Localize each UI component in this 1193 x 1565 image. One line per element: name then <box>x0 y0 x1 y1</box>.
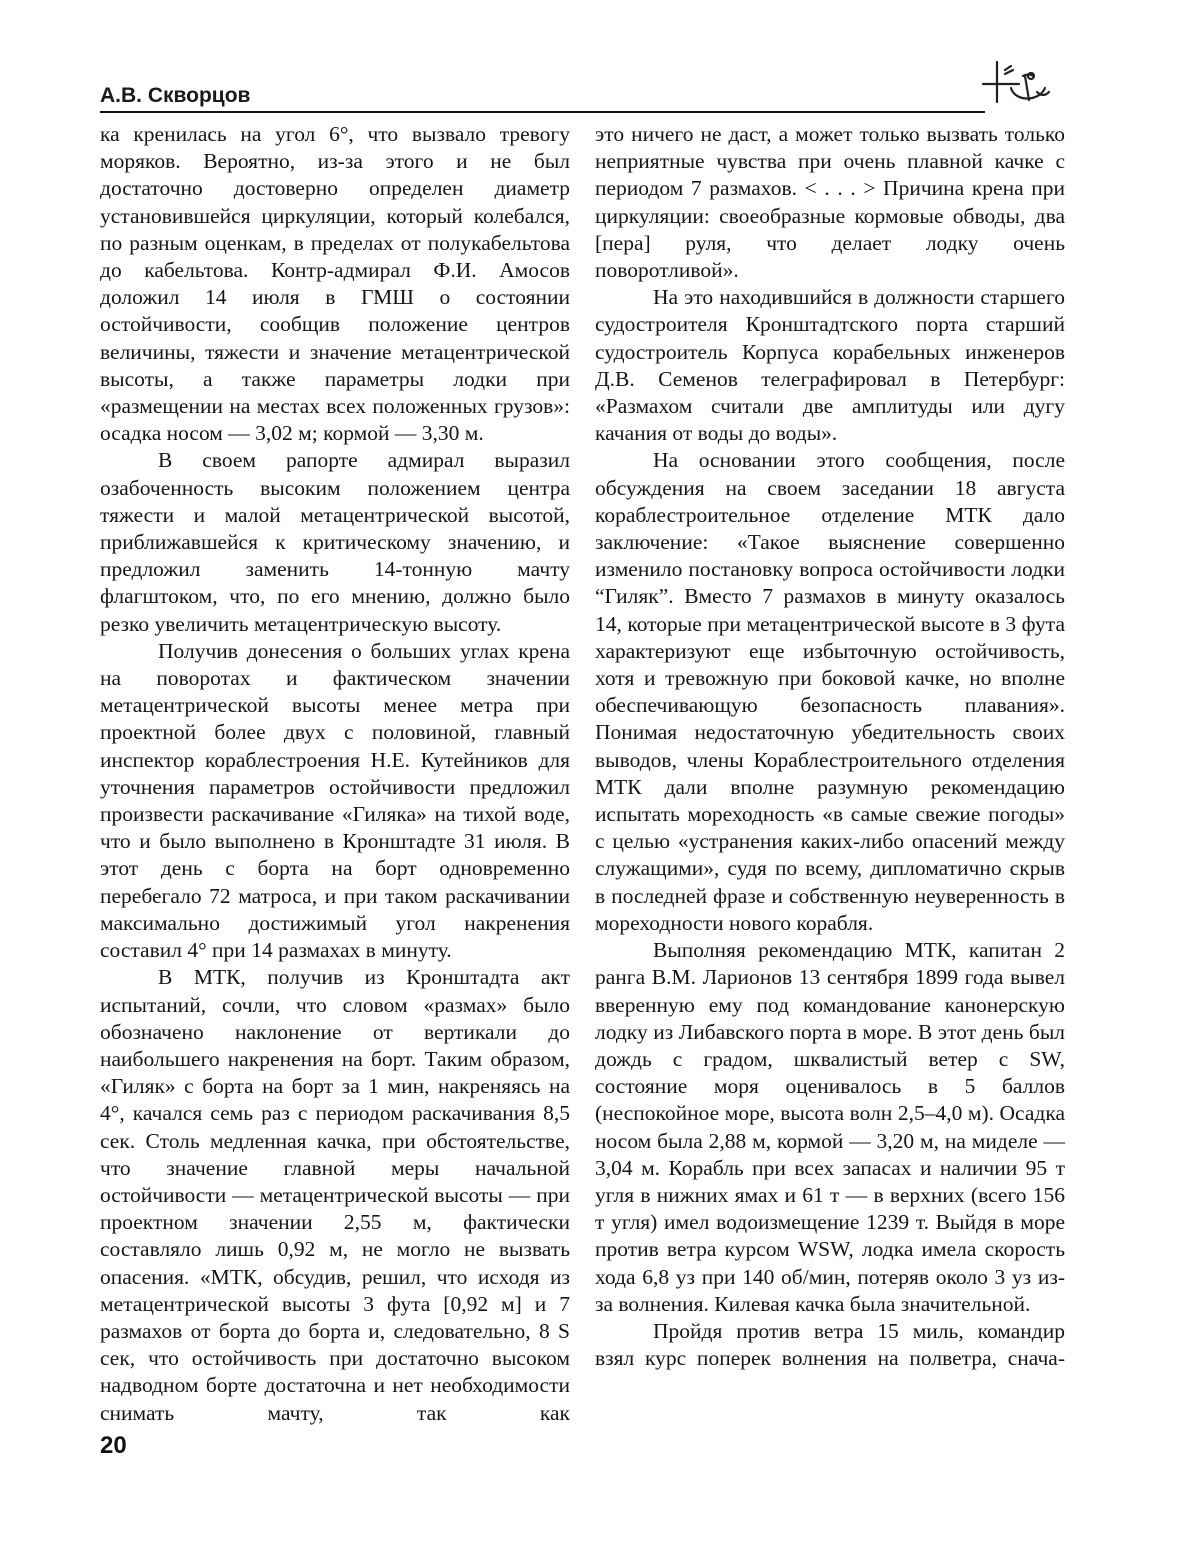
right-column <box>595 121 1065 1372</box>
paragraph: Получив донесения о больших углах крена на поворотах и фактическом значении метацентрической высоты менее метра при проектной более двух с половиной, главный инспектор кораблестроения Н.Е. Кутейников для уточнения параметров остойчивости предложил произвести раскачивание «Гиляка» на тихой воде, что и было выполнено в Кронштадте 31 июля. В этот день с борта на борт одновременно перебегало 72 матроса, и при таком раскачивании максимально достижимый угол накренения составил 4° при 14 размахах в минуту. <box>100 638 570 963</box>
paragraph: В МТК, получив из Кронштадта акт испытаний, сочли, что словом «размах» было обозначено наклонение от вертикали до наибольшего накренения на борт. Таким образом, «Гиляк» с борта на борт за 1 мин, накреняясь на 4°, качался семь раз с периодом раскачивания 8,5 сек. Столь медленная качка, при обстоятельстве, что значение главной меры начальной остойчивости — метацентрической высоты — при проектном значении 2,55 м, фактически составляло лишь 0,92 м, не могло не вызвать опасения. «МТК, обсудив, решил, что исходя из метацентрической высоты 3 фута [0,92 м] и 7 размахов от борта до борта и, следовательно, 8 S сек, что остойчивость при достаточно высоком надводном борте достаточна и нет необходимости снимать мачту, так как <box>100 965 570 1425</box>
paragraph: Выполняя рекомендацию МТК, капитан 2 ранга В.М. Ларионов 13 сентября 1899 года вывел вверенную ему под командование канонерскую лодку из Либавского порта в море. В этот день был дождь с градом, шквалистый ветер с SW, состояние моря оценивалось в 5 баллов (неспокойное море, высота волн 2,5–4,0 м). Осадка носом была 2,88 м, кормой — 3,20 м, на миделе — 3,04 м. Корабль при всех запасах и наличии 95 т угля в нижних ямах и 61 т — в верхних (всего 156 т угля) имел водоизмещение 1239 т. Выйдя в море против ветра курсом WSW, лодка имела скорость хода 6,8 уз при 140 об/мин, потеряв около 3 уз из-за волнения. Килевая качка была значительной. <box>595 938 1065 1316</box>
paragraph: В своем рапорте адмирал выразил озабоченность высоким положением центра тяжести и малой метацентрической высотой, приближавшейся к критическому значению, и предложил заменить 14-тонную мачту флагштоком, что, по его мнению, должно было резко увеличить метацентрическую высоту. <box>100 448 570 636</box>
running-header <box>100 84 1000 116</box>
paragraph: Пройдя против ветра 15 миль, командир взял курс поперек волнения на полветра, снача- <box>595 1318 1065 1371</box>
author-name: А.В. Скворцов <box>100 84 251 107</box>
header-rule <box>100 111 985 113</box>
left-column <box>100 121 570 1427</box>
paragraph: это ничего не даст, а может только вызвать только неприятные чувства при очень плавной качке с периодом 7 размахов. < . . . > Причина крена при циркуляции: своеобразные кормовые обводы, два [пера] руля, что делает лодку очень поворотливой». <box>595 122 1065 283</box>
page-number: 20 <box>100 1432 127 1459</box>
paragraph: ка кренилась на угол 6°, что вызвало тревогу моряков. Вероятно, из-за этого и не был достаточно достоверно определен диаметр установившейся циркуляции, который колебался, по разным оценкам, в пределах от полукабельтова до кабельтова. Контр-адмирал Ф.И. Амосов доложил 14 июля в ГМШ о состоянии остойчивости, сообщив положение центров величины, тяжести и значение метацентрической высоты, а также параметры лодки при «размещении на местах всех положенных грузов»: осадка носом — 3,02 м; кормой — 3,30 м. <box>100 122 570 446</box>
anchor-emblem-icon <box>975 58 1055 114</box>
paragraph: На это находившийся в должности старшего судостроителя Кронштадтского порта старший судостроитель Корпуса корабельных инженеров Д.В. Семенов телеграфировал в Петербург: «Размахом считали две амплитуды или дугу качания от воды до воды». <box>595 285 1065 446</box>
paragraph: На основании этого сообщения, после обсуждения на своем заседании 18 августа кораблестроительное отделение МТК дало заключение: «Такое выяснение совершенно изменило постановку вопроса остойчивости лодки “Гиляк”. Вместо 7 размахов в минуту оказалось 14, которые при метацентрической высоте в 3 фута характеризуют еще избыточную остойчивость, хотя и тревожную при боковой качке, но вполне обеспечивающую безопасность плавания». Понимая недостаточную убедительность своих выводов, члены Кораблестроительного отделения МТК дали вполне разумную рекомендацию испытать мореходность «в самые свежие погоды» с целью «устранения каких-либо опасений между служащими», судя по всему, дипломатично скрыв в последней фразе и собственную неуверенность в мореходности нового корабля. <box>595 448 1065 935</box>
